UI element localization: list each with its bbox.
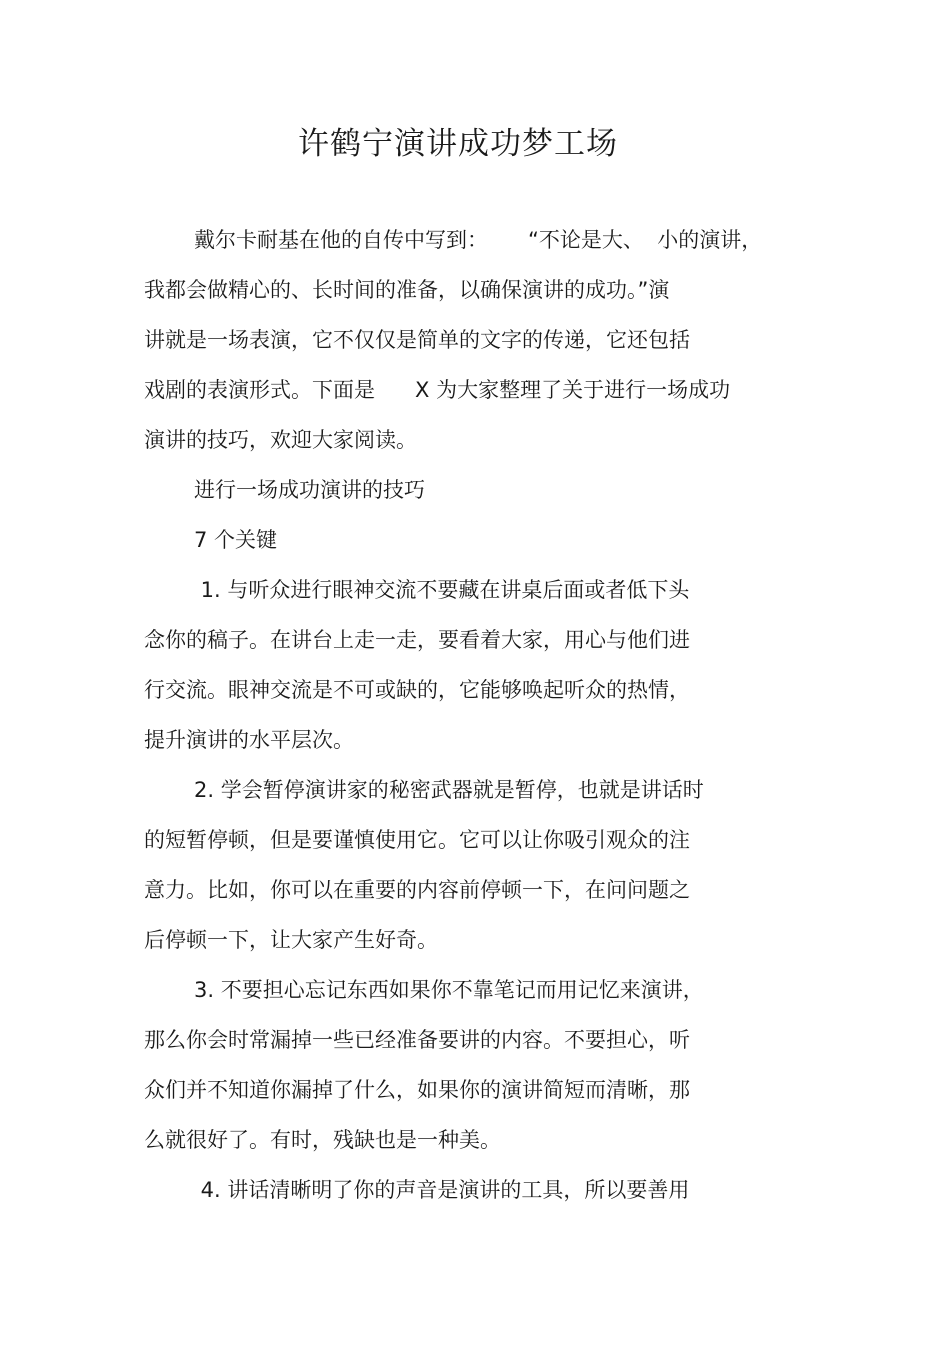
paragraph-line: 讲就是一场表演，它不仅仅是简单的文字的传递，它还包括 [144,328,690,352]
paragraph-line: 众们并不知道你漏掉了什么，如果你的演讲简短而清晰，那 [144,1078,690,1102]
paragraph-line: 意力。比如，你可以在重要的内容前停顿一下，在问问题之 [144,878,690,902]
paragraph-line: 戴尔卡耐基在他的自传中写到： “不论是大、 小的演讲， [194,228,763,252]
paragraph-line: 的短暂停顿，但是要谨慎使用它。它可以让你吸引观众的注 [144,828,690,852]
paragraph-line: 念你的稿子。在讲台上走一走，要看着大家，用心与他们进 [144,628,690,652]
paragraph-line: 3. 不要担心忘记东西如果你不靠笔记而用记忆来演讲， [194,978,704,1002]
section-heading: 进行一场成功演讲的技巧 [194,478,425,502]
section-subheading: 7 个关键 [194,528,278,552]
paragraph-line: 演讲的技巧，欢迎大家阅读。 [144,428,417,452]
paragraph-line: 行交流。眼神交流是不可或缺的，它能够唤起听众的热情， [144,678,690,702]
paragraph-line: 我都会做精心的、长时间的准备，以确保演讲的成功。”演 [144,278,670,302]
paragraph-line: 2. 学会暂停演讲家的秘密武器就是暂停，也就是讲话时 [194,778,704,802]
paragraph-line: 么就很好了。有时，残缺也是一种美。 [144,1128,501,1152]
paragraph-line: 后停顿一下，让大家产生好奇。 [144,928,438,952]
paragraph-line: 4. 讲话清晰明了你的声音是演讲的工具，所以要善用 [194,1178,690,1202]
page-title: 许鹤宁演讲成功梦工场 [298,126,618,162]
paragraph-line: 那么你会时常漏掉一些已经准备要讲的内容。不要担心，听 [144,1028,690,1052]
paragraph-line: 戏剧的表演形式。下面是 X 为大家整理了关于进行一场成功 [144,378,731,402]
paragraph-line: 1. 与听众进行眼神交流不要藏在讲桌后面或者低下头 [194,578,690,602]
paragraph-line: 提升演讲的水平层次。 [144,728,354,752]
